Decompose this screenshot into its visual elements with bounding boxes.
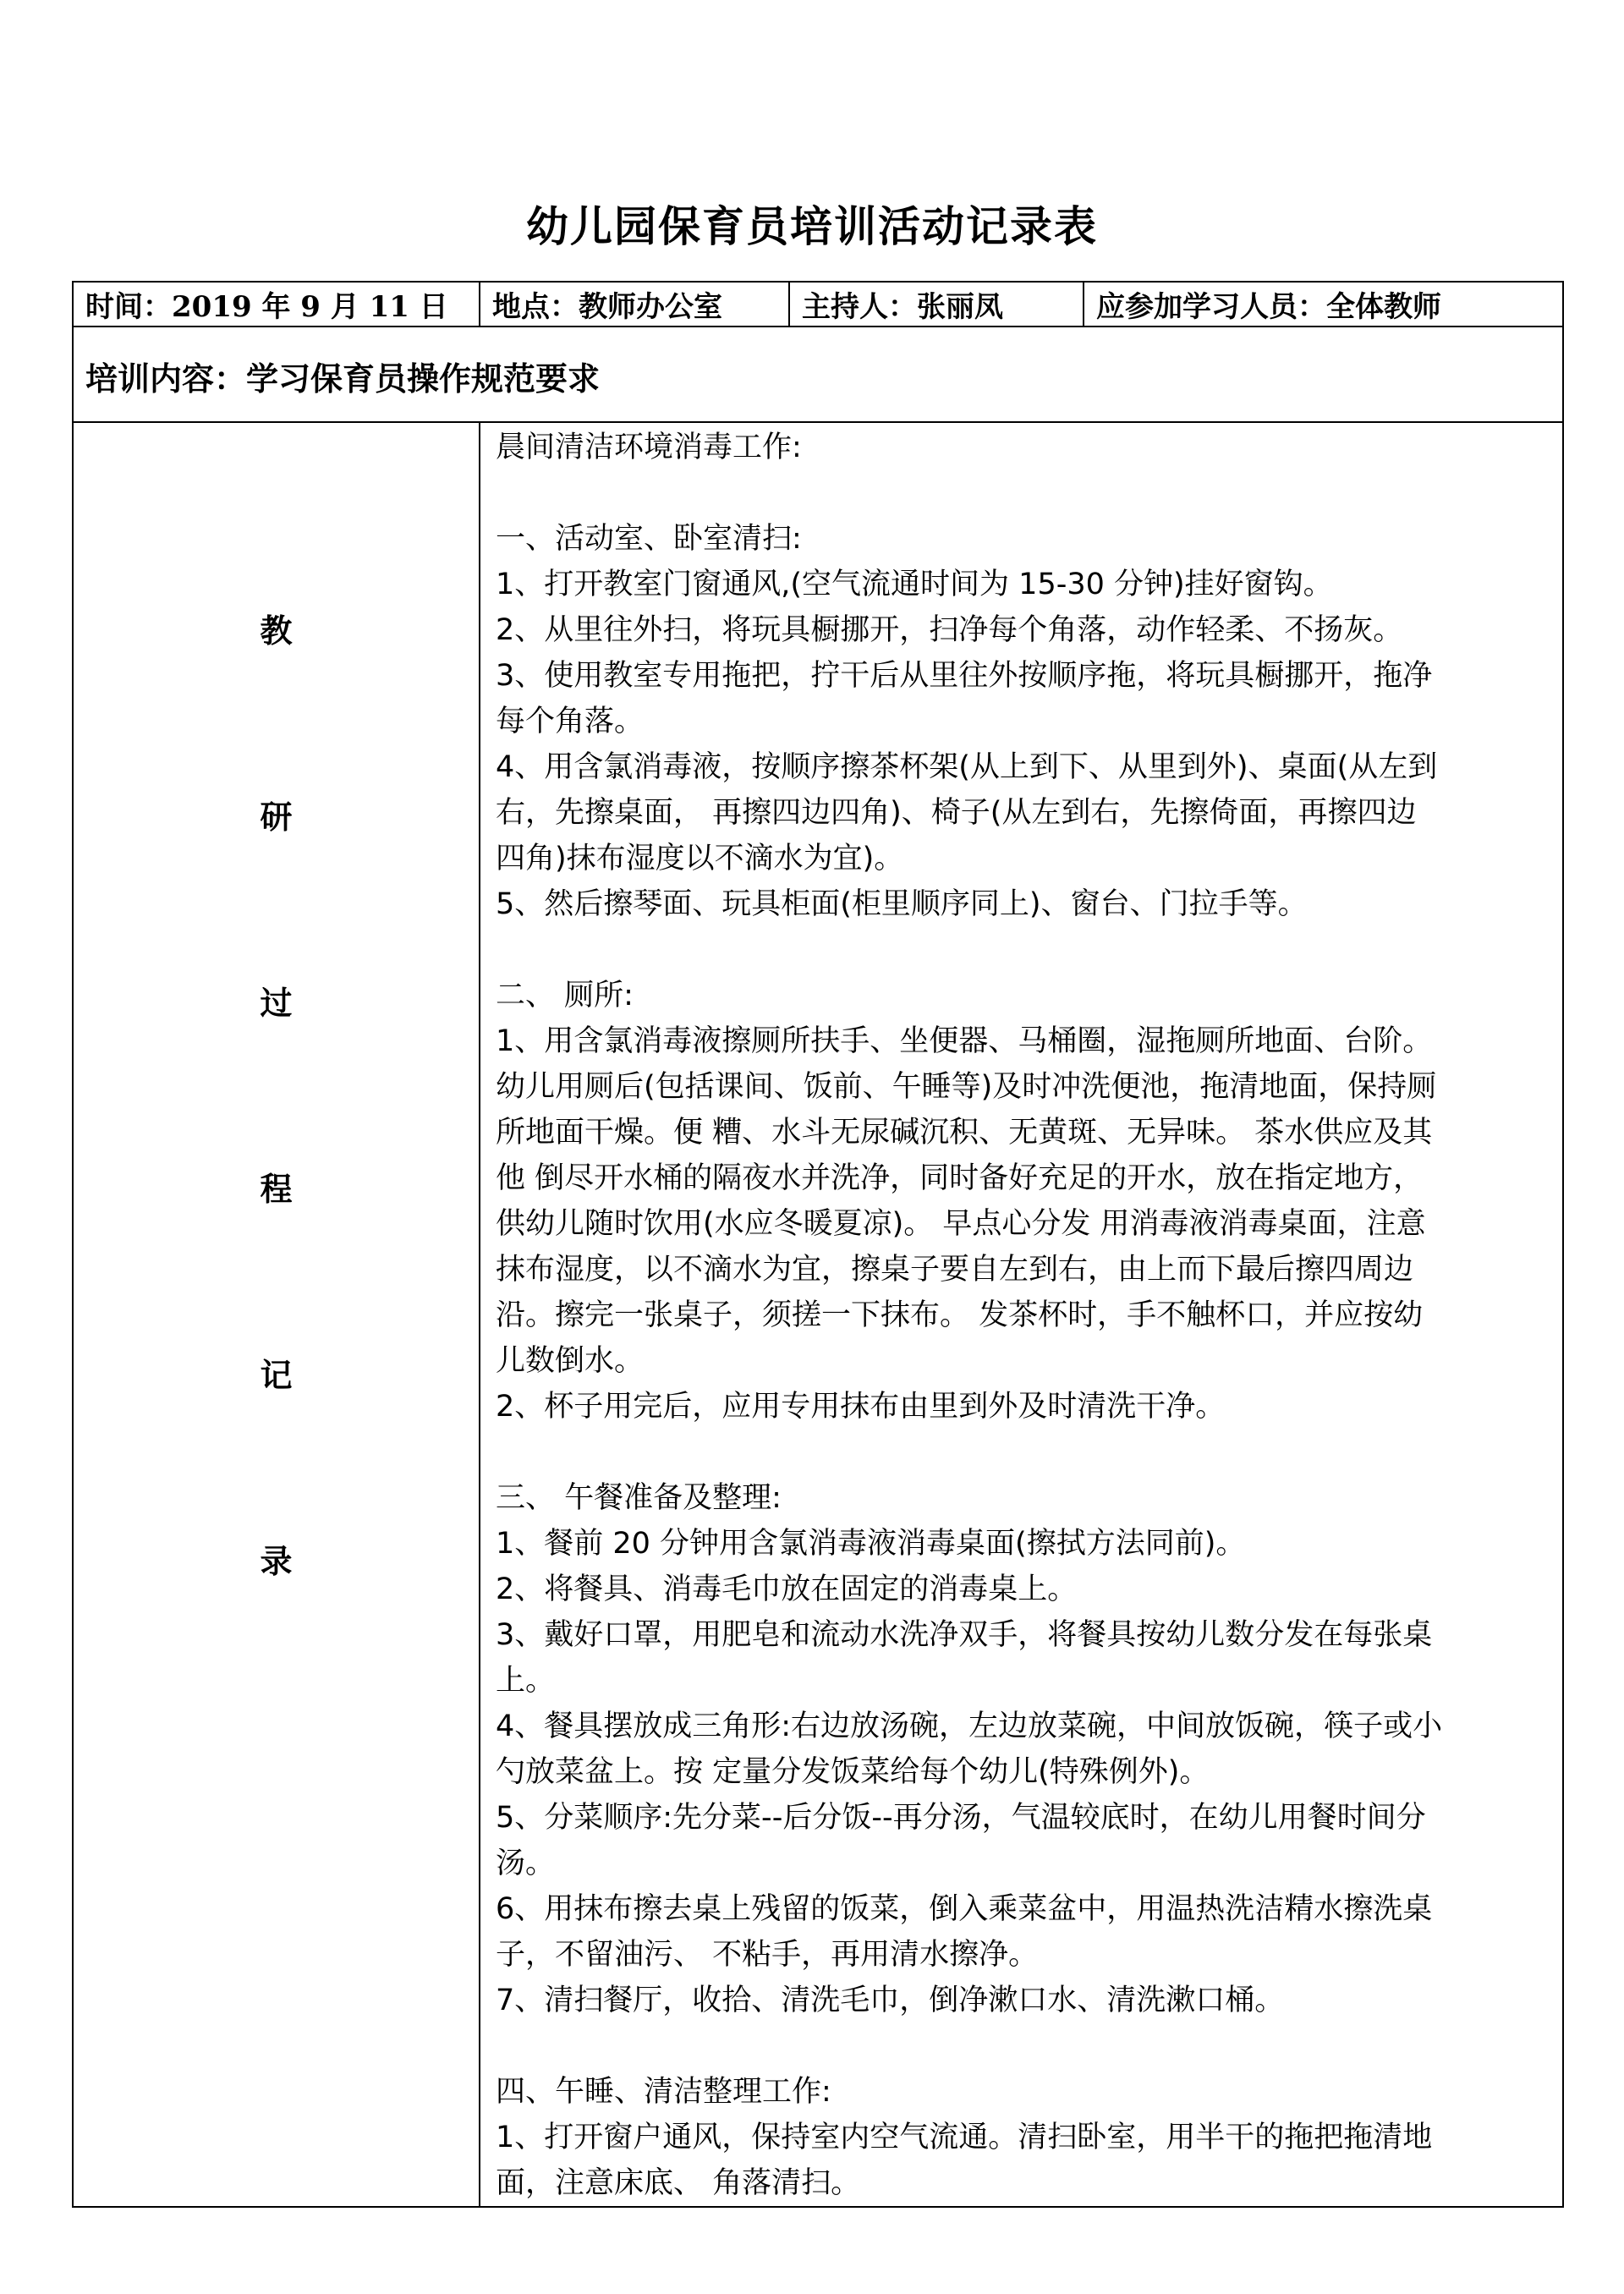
record-label-char: 教 — [260, 612, 293, 650]
body-line: 一、活动室、卧室清扫: — [496, 522, 802, 556]
body-line: 上。 — [496, 1664, 556, 1698]
attendees-cell: 应参加学习人员：全体教师 — [1084, 282, 1563, 327]
body-line: 1、打开窗户通风，保持室内空气流通。清扫卧室，用半干的拖把拖清地 — [496, 2121, 1433, 2154]
body-line: 二、 厕所: — [496, 979, 634, 1013]
body-line: 每个角落。 — [496, 705, 645, 738]
record-body-cell — [480, 422, 1563, 2207]
blank-line — [496, 2023, 1555, 2069]
body-line: 1、打开教室门窗通风,(空气流通时间为 15-30 分钟)挂好窗钩。 — [496, 568, 1333, 601]
body-line: 右，先擦桌面， 再擦四边四角)、椅子(从左到右，先擦倚面，再擦四边 — [496, 796, 1417, 830]
body-line: 1、用含氯消毒液擦厕所扶手、坐便器、马桶圈，湿拖厕所地面、台阶。 — [496, 1024, 1433, 1058]
body-line: 2、杯子用完后，应用专用抹布由里到外及时清洗干净。 — [496, 1390, 1226, 1424]
body-line: 供幼儿随时饮用(水应冬暖夏凉)。 早点心分发 用消毒液消毒桌面，注意 — [496, 1207, 1426, 1241]
blank-line — [496, 1430, 1555, 1475]
body-line: 沿。擦完一张桌子，须搓一下抹布。 发茶杯时，手不触杯口，并应按幼 — [496, 1298, 1424, 1332]
content-row — [73, 327, 1563, 422]
record-label-char: 研 — [260, 798, 293, 836]
body-line: 4、餐具摆放成三角形:右边放汤碗，左边放菜碗，中间放饭碗，筷子或小 — [496, 1710, 1443, 1743]
record-label-char: 过 — [260, 984, 293, 1022]
body-line: 儿数倒水。 — [496, 1344, 645, 1378]
body-line: 他 倒尽开水桶的隔夜水并洗净，同时备好充足的开水，放在指定地方， — [496, 1161, 1424, 1195]
record-row — [73, 422, 1563, 2207]
header-row — [73, 282, 1563, 327]
page-title: 幼儿园保育员培训活动记录表 — [526, 201, 1098, 251]
body-line: 3、戴好口罩，用肥皂和流动水洗净双手，将餐具按幼儿数分发在每张桌 — [496, 1618, 1433, 1652]
body-line: 晨间清洁环境消毒工作: — [496, 431, 802, 464]
body-line: 3、使用教室专用拖把，拧干后从里往外按顺序拖，将玩具橱挪开，拖净 — [496, 659, 1433, 693]
time-cell: 时间：2019 年 9 月 11 日 — [73, 282, 480, 327]
blank-line — [496, 927, 1555, 973]
blank-line — [496, 470, 1555, 516]
body-line: 1、餐前 20 分钟用含氯消毒液消毒桌面(擦拭方法同前)。 — [496, 1527, 1246, 1561]
body-line: 6、用抹布擦去桌上残留的饭菜，倒入乘菜盆中，用温热洗洁精水擦洗桌 — [496, 1892, 1433, 1926]
body-line: 4、用含氯消毒液，按顺序擦茶杯架(从上到下、从里到外)、桌面(从左到 — [496, 750, 1438, 784]
record-body — [480, 423, 1562, 2206]
body-line: 勺放菜盆上。按 定量分发饭菜给每个幼儿(特殊例外)。 — [496, 1755, 1210, 1789]
host-cell: 主持人：张丽凤 — [789, 282, 1084, 327]
content-cell — [73, 327, 1563, 422]
body-line: 2、从里往外扫，将玩具橱挪开，扫净每个角落，动作轻柔、不扬灰。 — [496, 613, 1403, 647]
record-table — [72, 281, 1564, 2208]
body-line: 汤。 — [496, 1847, 556, 1880]
place-cell: 地点：教师办公室 — [480, 282, 789, 327]
record-label — [74, 423, 479, 2055]
body-line: 抹布湿度，以不滴水为宜，擦桌子要自左到右，由上而下最后擦四周边 — [496, 1253, 1414, 1287]
body-line: 7、清扫餐厅，收拾、清洗毛巾，倒净漱口水、清洗漱口桶。 — [496, 1984, 1285, 2017]
body-line: 四、午睡、清洁整理工作: — [496, 2075, 831, 2109]
record-label-char: 程 — [260, 1170, 293, 1208]
body-line: 三、 午餐准备及整理: — [496, 1481, 782, 1515]
body-line: 所地面干燥。便 糟、水斗无尿碱沉积、无黄斑、无异味。 茶水供应及其 — [496, 1116, 1433, 1150]
body-line: 5、然后擦琴面、玩具柜面(柜里顺序同上)、窗台、门拉手等。 — [496, 887, 1308, 921]
body-line: 面，注意床底、 角落清扫。 — [496, 2166, 861, 2200]
record-label-char: 录 — [260, 1542, 293, 1580]
record-label-char: 记 — [260, 1356, 293, 1394]
body-line: 幼儿用厕后(包括课间、饭前、午睡等)及时冲洗便池，拖清地面，保持厕 — [496, 1070, 1437, 1104]
record-label-cell — [73, 422, 480, 2207]
body-line: 四角)抹布湿度以不滴水为宜)。 — [496, 842, 904, 875]
body-line: 5、分菜顺序:先分菜--后分饭--再分汤，气温较底时，在幼儿用餐时间分 — [496, 1801, 1426, 1835]
body-line: 子，不留油污、 不粘手，再用清水擦净。 — [496, 1938, 1039, 1972]
body-line: 2、将餐具、消毒毛巾放在固定的消毒桌上。 — [496, 1572, 1078, 1606]
training-content: 培训内容：学习保育员操作规范要求 — [85, 359, 601, 398]
